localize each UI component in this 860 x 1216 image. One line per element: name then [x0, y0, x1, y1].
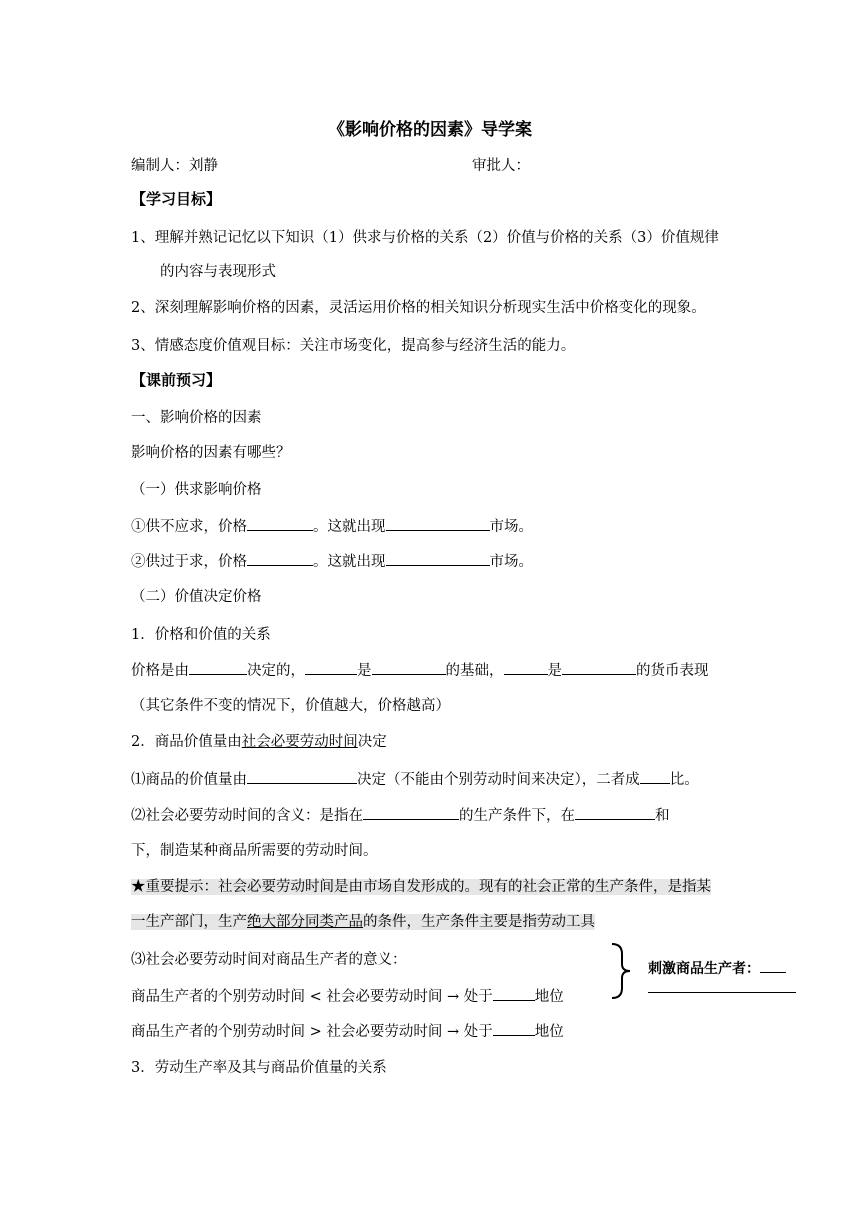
item-2-1: ⑴商品的价值量由 决定（不能由个别劳动时间来决定），二者成 比。	[131, 769, 699, 790]
stimulate-blank-line[interactable]	[648, 992, 796, 993]
blank[interactable]	[575, 805, 655, 820]
blank[interactable]	[640, 769, 670, 784]
blank[interactable]	[189, 660, 247, 675]
item-2-2: ⑵社会必要劳动时间的含义：是指在 的生产条件下，在 和	[131, 805, 670, 826]
blank[interactable]	[247, 551, 313, 566]
blank[interactable]	[305, 660, 357, 675]
editor: 编制人：刘静	[131, 158, 218, 174]
goal-3: 3、情感态度价值观目标：关注市场变化，提高参与经济生活的能力。	[131, 338, 576, 354]
reviewer: 审批人：	[472, 158, 530, 174]
subsection-supply: （一）供求影响价格	[131, 482, 262, 498]
compare-less: 商品生产者的个别劳动时间 < 社会必要劳动时间 → 处于 地位	[131, 986, 564, 1007]
supply-shortage-line: ①供不应求，价格 。这就出现 市场。	[131, 516, 533, 537]
tip-line-2: 一生产部门，生产绝大部分同类产品的条件，生产条件主要是指劳动工具	[131, 914, 595, 930]
goal-1-cont: 的内容与表现形式	[160, 264, 276, 280]
blank[interactable]	[247, 769, 357, 784]
blank[interactable]	[493, 986, 535, 1001]
page-title: 《影响价格的因素》导学案	[328, 120, 532, 140]
blank[interactable]	[363, 805, 459, 820]
preview-question: 影响价格的因素有哪些？	[131, 445, 291, 461]
item-2: 2．商品价值量由社会必要劳动时间决定	[131, 734, 387, 750]
reviewer-line	[472, 156, 530, 176]
blank[interactable]	[386, 516, 490, 531]
supply-surplus-line: ②供过于求，价格 。这就出现 市场。	[131, 551, 533, 572]
editor-line	[131, 156, 218, 176]
preview-section-1: 一、影响价格的因素	[131, 410, 262, 426]
price-value-line: 价格是由 决定的， 是 的基础， 是 的货币表现	[131, 660, 709, 681]
preview-heading: 【课前预习】	[131, 371, 222, 389]
blank[interactable]	[562, 660, 636, 675]
blank[interactable]	[372, 660, 446, 675]
goal-1: 1、理解并熟记记忆以下知识（1）供求与价格的关系（2）价值与价格的关系（3）价值规律	[131, 230, 719, 246]
item-2-3: ⑶社会必要劳动时间对商品生产者的意义：	[131, 952, 407, 968]
stimulate-label: 刺激商品生产者：	[648, 958, 786, 978]
item-1: 1．价格和价值的关系	[131, 627, 271, 643]
price-value-note: （其它条件不变的情况下，价值越大，价格越高）	[131, 698, 450, 714]
blank[interactable]	[386, 551, 490, 566]
blank[interactable]	[760, 959, 786, 973]
item-3: 3．劳动生产率及其与商品价值量的关系	[131, 1060, 387, 1076]
goals-heading: 【学习目标】	[131, 190, 222, 208]
compare-greater: 商品生产者的个别劳动时间 > 社会必要劳动时间 → 处于 地位	[131, 1021, 564, 1042]
goal-2: 2、深刻理解影响价格的因素，灵活运用价格的相关知识分析现实生活中价格变化的现象。	[131, 300, 706, 316]
right-brace-icon	[608, 942, 634, 1000]
blank[interactable]	[247, 516, 313, 531]
subsection-value: （二）价值决定价格	[131, 589, 262, 605]
tip-line-1: ★重要提示：社会必要劳动时间是由市场自发形成的。现有的社会正常的生产条件，是指某	[131, 879, 711, 895]
blank[interactable]	[504, 660, 548, 675]
item-2-2-cont: 下，制造某种商品所需要的劳动时间。	[131, 843, 378, 859]
blank[interactable]	[493, 1021, 535, 1036]
